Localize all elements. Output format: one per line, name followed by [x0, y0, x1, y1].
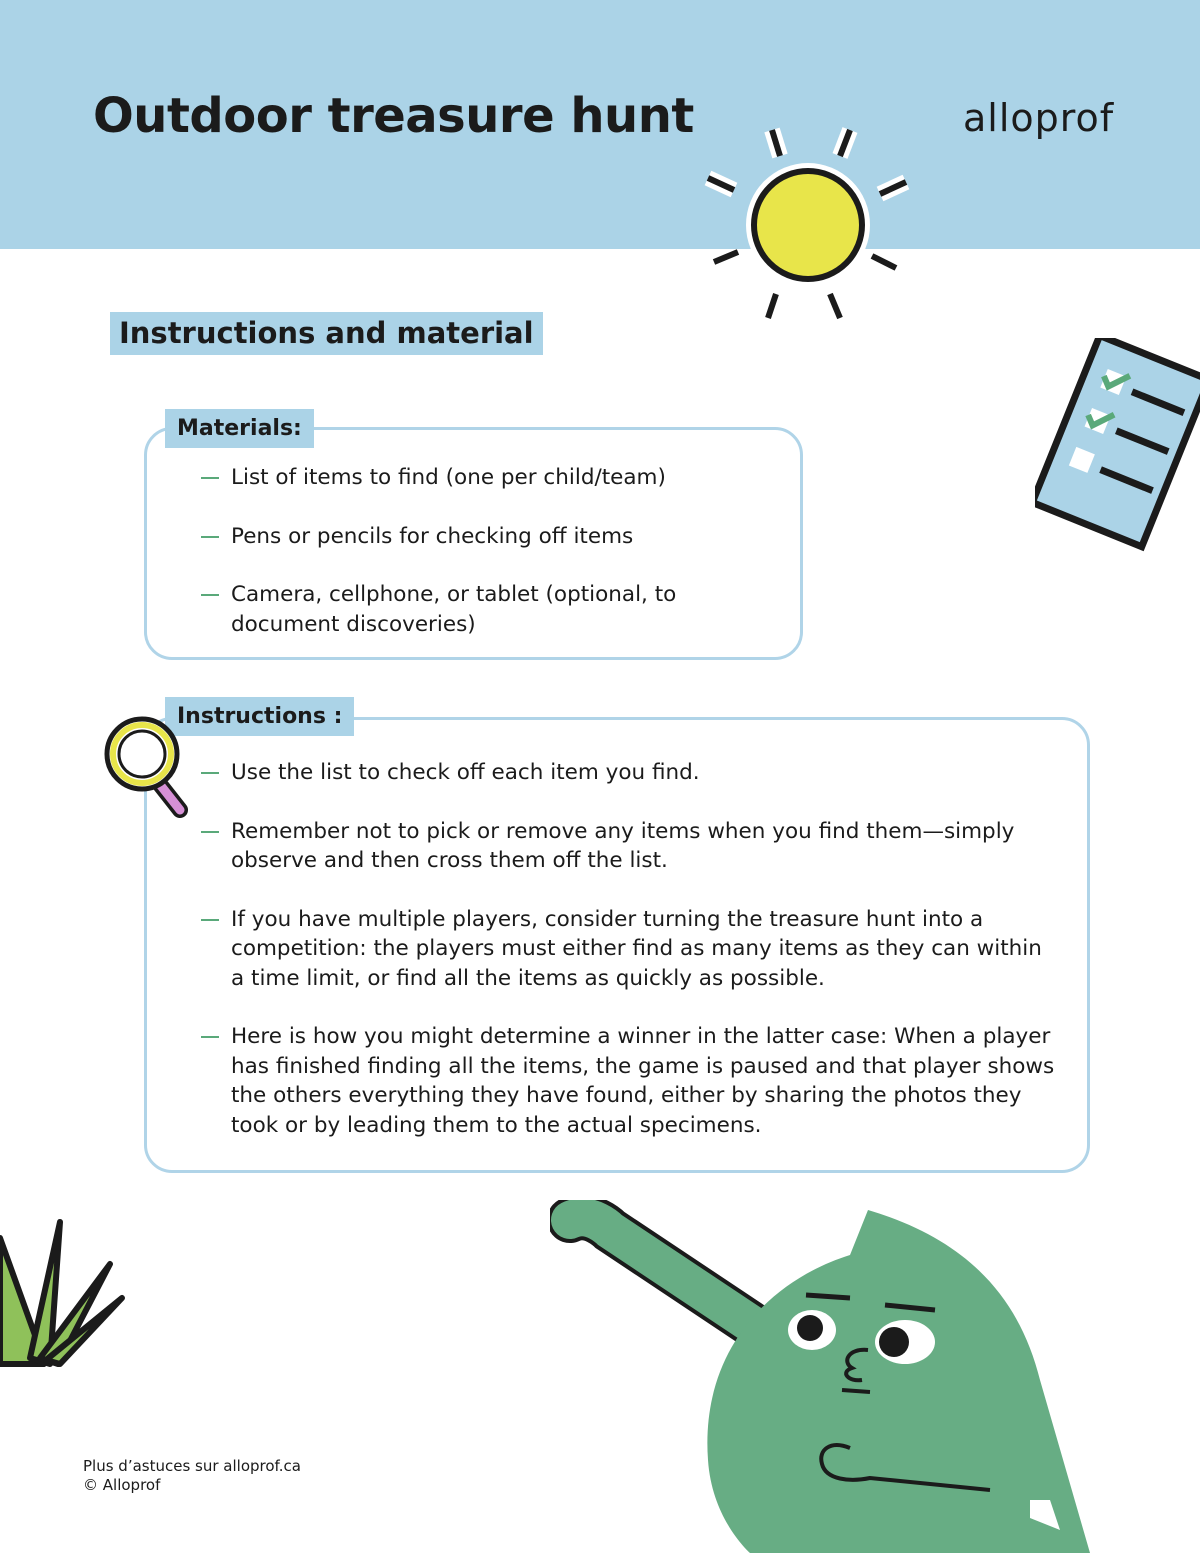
materials-label: Materials: — [165, 409, 314, 448]
list-item-text: List of items to find (one per child/team) — [231, 465, 666, 490]
footer-copyright: © Alloprof — [83, 1476, 161, 1494]
footer-link-text[interactable]: Plus d’astuces sur alloprof.ca — [83, 1457, 301, 1475]
magnifier-icon — [100, 712, 195, 822]
grass-icon — [0, 1218, 130, 1368]
list-item — [201, 1022, 1061, 1140]
checklist-icon — [1035, 338, 1200, 553]
list-item — [201, 905, 1061, 994]
dash-icon — [201, 919, 219, 921]
page-title: Outdoor treasure hunt — [93, 88, 694, 144]
list-item — [201, 522, 761, 552]
list-item-text: If you have multiple players, consider turning the treasure hunt into a competition: the players must either find as many items as they can within a time limit, or find all the items as quickly as possible. — [231, 906, 1042, 991]
list-item — [201, 758, 1061, 788]
list-item-text: Here is how you might determine a winner in the latter case: When a player has finished finding all the items, the game is paused and that player shows the others everything they have found, either by sharing the photos they took or by leading them to the actual specimens. — [231, 1024, 1055, 1138]
list-item — [201, 817, 1061, 876]
dash-icon — [201, 536, 219, 538]
dash-icon — [201, 772, 219, 774]
list-item-text: Use the list to check off each item you find. — [231, 760, 700, 785]
dash-icon — [201, 477, 219, 479]
instructions-list — [201, 758, 1061, 1169]
sun-icon — [700, 120, 920, 325]
dash-icon — [201, 1036, 219, 1038]
section-heading: Instructions and material — [110, 312, 543, 355]
materials-list — [201, 463, 761, 668]
dash-icon — [201, 594, 219, 596]
footer — [83, 1457, 301, 1495]
list-item — [201, 463, 761, 493]
instructions-label: Instructions : — [165, 697, 354, 736]
list-item-text: Pens or pencils for checking off items — [231, 523, 634, 549]
list-item-text: Camera, cellphone, or tablet (optional, to document discoveries) — [231, 582, 677, 637]
mascot-character — [550, 1200, 1110, 1553]
list-item-text: Remember not to pick or remove any items when you find them—simply observe and then cross them off the list. — [231, 818, 1015, 873]
list-item — [201, 580, 761, 639]
brand-logo[interactable]: alloprof — [963, 96, 1115, 140]
dash-icon — [201, 831, 219, 833]
